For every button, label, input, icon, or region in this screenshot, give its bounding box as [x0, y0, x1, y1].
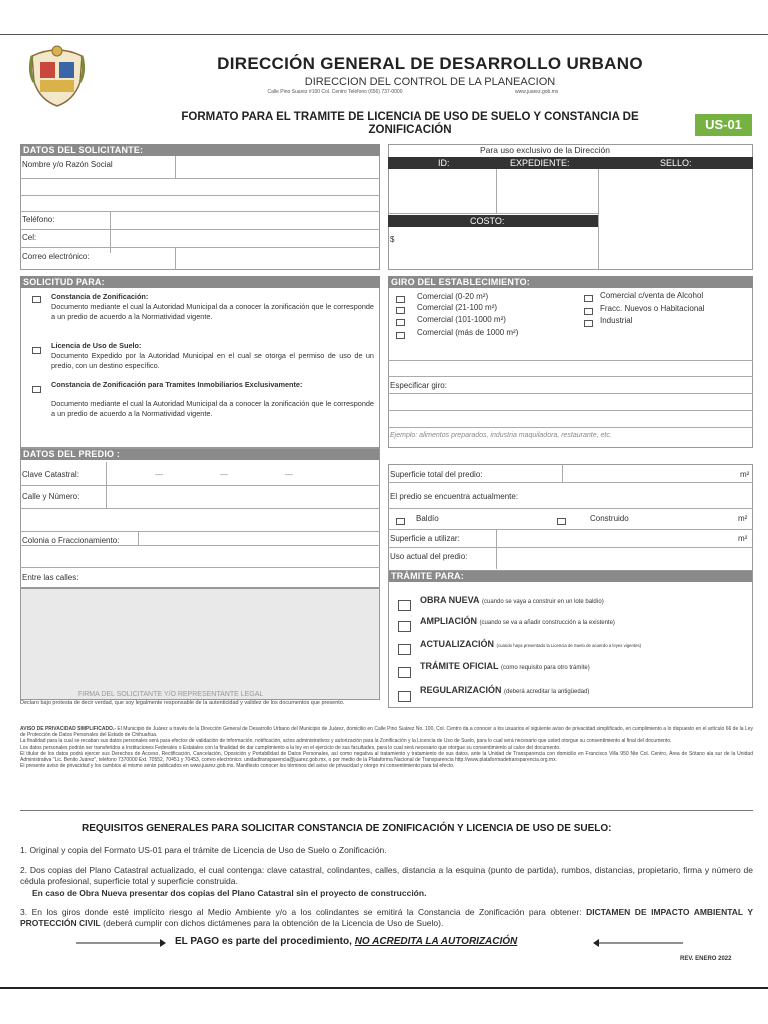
declaro-text: Declaro bajo protesta de decir verdad, que soy legalmente responsable de la autenticidad y validez de los documentos que presento. — [20, 700, 345, 706]
giro-checkbox[interactable] — [584, 295, 593, 302]
correo-divider — [175, 247, 176, 270]
zonificacion-checkbox[interactable] — [32, 296, 41, 303]
row-line — [388, 360, 753, 361]
giro-heading: GIRO DEL ESTABLECIMIENTO: — [388, 276, 753, 288]
agency-website: www.juarez.gob.mx — [515, 89, 559, 95]
predio-heading: DATOS DEL PREDIO : — [20, 448, 380, 460]
giro-option: Comercial (más de 1000 m²) — [417, 328, 519, 337]
form-page — [20, 40, 753, 970]
row-line — [388, 410, 753, 411]
privacy-p5: El presente aviso de privacidad y los cambios al mismo serán publicados en www.juarez.gob.mx. Manifiesto conocer los términos del aviso de privacidad y otorgo mi consentimiento para tal efecto. — [20, 763, 455, 770]
sup-divider — [562, 464, 563, 482]
tramite-option-note: (cuando se va a añadir construcción a la existente) — [479, 620, 615, 626]
row-line — [20, 195, 380, 196]
construido-checkbox[interactable] — [557, 518, 566, 525]
tramite-option-title: TRÁMITE OFICIAL — [420, 661, 499, 671]
giro-option: Comercial (101-1000 m²) — [417, 315, 506, 324]
row-line — [20, 485, 380, 486]
ampliacion-checkbox[interactable] — [398, 621, 411, 632]
expediente-label: EXPEDIENTE: — [510, 158, 570, 168]
encuentra-label: El predio se encuentra actualmente: — [390, 492, 519, 501]
row-line — [20, 229, 380, 230]
solicitud-item-desc: Documento mediante el cual la Autoridad Municipal da a conocer la zonificación que le corresponde a un predio de acuerdo a la Normatividad vigente. — [51, 302, 374, 321]
tramite-option — [420, 616, 615, 626]
form-code-badge: US-01 — [695, 114, 752, 136]
agency-subtitle: DIRECCION DEL CONTROL DE LA PLANEACION — [304, 76, 556, 88]
row-line — [388, 529, 753, 530]
requisitos-title: REQUISITOS GENERALES PARA SOLICITAR CONSTANCIA DE ZONIFICACIÓN Y LICENCIA DE USO DE SUELO: — [82, 823, 612, 834]
colonia-label: Colonia o Fraccionamiento: — [22, 536, 120, 545]
giro-checkbox[interactable] — [396, 332, 405, 339]
row-line — [388, 213, 598, 214]
row-line — [20, 508, 380, 509]
requisito-2: 2. Dos copias del Plano Catastral actualizado, el cual contenga: clave catastral, colindantes, calles, distancia a la esquina (punto de partida), rumbos, distancias, propietario, firma y número de cédula profesional, superficie total y superficie construida. — [20, 865, 753, 886]
tramite-option-title: ACTUALIZACIÓN — [420, 639, 494, 649]
tramite-heading: TRÁMITE PARA: — [388, 570, 753, 582]
privacy-rule — [20, 810, 753, 811]
giro-checkbox[interactable] — [396, 296, 405, 303]
arrow-left-icon — [593, 939, 683, 947]
baldio-label: Baldío — [416, 514, 439, 523]
id-divider — [496, 169, 497, 213]
tramite-option-note: (cuando se vaya a construir en un lote baldío) — [482, 599, 604, 605]
revision-label: REV. ENERO 2022 — [680, 956, 732, 962]
tramite-option — [420, 639, 641, 649]
privacy-title: AVISO DE PRIVACIDAD SIMPLIFICADO.- — [20, 726, 116, 732]
correo-label: Correo electrónico: — [22, 252, 90, 261]
superficie-utilizar-label: Superficie a utilizar: — [390, 534, 460, 543]
nombre-label: Nombre y/o Razón Social — [22, 160, 113, 169]
signature-area[interactable] — [20, 588, 380, 700]
giro-checkbox[interactable] — [396, 319, 405, 326]
tramite-option — [420, 661, 590, 671]
clave-dash: — — [285, 470, 293, 479]
form-title: FORMATO PARA EL TRAMITE DE LICENCIA DE USO DE SUELO Y CONSTANCIA DE ZONIFICACIÓN — [181, 111, 639, 136]
firma-label: FIRMA DEL SOLICITANTE Y/O REPRESENTANTE LEGAL — [78, 691, 264, 698]
direccion-heading: Para uso exclusivo de la Dirección — [480, 145, 610, 155]
requisito-1: 1. Original y copia del Formato US-01 para el trámite de Licencia de Uso de Suelo o Zonificación. — [20, 845, 387, 855]
superficie-total-label: Superficie total del predio: — [390, 470, 483, 479]
pago-note — [175, 936, 517, 947]
privacy-p1: El Municipio de Juárez a través de la Dirección General de Desarrollo Urbano del Municipio de Juárez, domicilio en Calle Pino Suárez No. 100, Col. Centro da a conocer a los usuarios el siguiente aviso de privacidad simplificado, en cumplimiento a lo dispuesto en el artículo 66 de la Ley de Protección de Datos Personales del Estado de Chihuahua. — [20, 726, 753, 739]
util-divider — [496, 529, 497, 569]
solicitud-item-desc: Documento Expedido por la Autoridad Municipal en el cual se otorga el permiso de uso de un predio, con un destino específico. — [51, 351, 374, 370]
agency-address: Calle Pino Suarez #100 Col. Centro Teléfono (656) 737-0000 — [267, 89, 403, 95]
clave-label: Clave Catastral: — [22, 470, 79, 479]
tramite-option — [420, 685, 589, 695]
row-line — [388, 376, 753, 377]
privacy-p3: Los datos personales podrán ser transferidos a Instituciones Federales o Estatales con la finalidad de dar cumplimiento a la ley en el ejercicio de sus facultades, para lo cual será necesario que otorgue su consentimiento al calce del documento. — [20, 744, 561, 751]
clave-dash: — — [155, 470, 163, 479]
inmobiliarios-checkbox[interactable] — [32, 386, 41, 393]
cel-label: Cel: — [22, 233, 37, 242]
colonia-divider — [138, 531, 139, 545]
municipal-seal-icon — [24, 42, 90, 108]
requisito-3-bold: DICTAMEN DE IMPACTO AMBIENTAL Y PROTECCIÓN CIVIL — [20, 907, 753, 928]
row-line — [388, 393, 753, 394]
obra-nueva-checkbox[interactable] — [398, 600, 411, 611]
bottom-rule — [0, 987, 768, 989]
giro-checkbox[interactable] — [584, 320, 593, 327]
row-line — [388, 547, 753, 548]
calle-label: Calle y Número: — [22, 492, 80, 501]
top-rule — [0, 34, 768, 35]
entre-label: Entre las calles: — [22, 573, 79, 582]
row-line — [20, 531, 380, 532]
tramite-option — [420, 595, 604, 605]
arrow-right-icon — [76, 939, 166, 947]
row-line — [388, 427, 753, 428]
row-line — [20, 211, 380, 212]
telefono-label: Teléfono: — [22, 215, 55, 224]
row-line — [20, 545, 380, 546]
actualizacion-checkbox[interactable] — [398, 644, 411, 655]
id-label: ID: — [438, 158, 450, 168]
giro-example: Ejemplo: alimentos preparados, industria maquiladora, restaurante, etc. — [390, 432, 612, 439]
especificar-label: Especificar giro: — [390, 381, 447, 390]
requisito-2b: En caso de Obra Nueva presentar dos copias del Plano Catastral sin el proyecto de construcción. — [32, 888, 427, 898]
solicitante-heading: DATOS DEL SOLICITANTE: — [20, 144, 380, 156]
agency-title: DIRECCIÓN GENERAL DE DESARROLLO URBANO — [217, 54, 643, 73]
giro-option: Fracc. Nuevos o Habitacional — [600, 304, 705, 313]
tramite-oficial-checkbox[interactable] — [398, 667, 411, 678]
solicitud-heading: SOLICITUD PARA: — [20, 276, 380, 288]
licencia-checkbox[interactable] — [32, 347, 41, 354]
baldio-checkbox[interactable] — [396, 518, 405, 525]
solicitud-item-title: Constancia de Zonificación: — [51, 292, 149, 301]
requisito-3 — [20, 907, 753, 929]
row-line — [20, 178, 380, 179]
clave-dash: — — [220, 470, 228, 479]
giro-checkbox[interactable] — [584, 308, 593, 315]
tramite-option-title: OBRA NUEVA — [420, 595, 480, 605]
requisito-3-text: 3. En los giros donde esté implícito riesgo al Medio Ambiente y/o a los colindantes se emitirá la Constancia de Zonificación para obtener: — [20, 907, 587, 917]
pago-text: EL PAGO es parte del procedimiento, — [175, 936, 355, 947]
tramite-option-note: (deberá acreditar la antigüedad) — [504, 689, 590, 695]
giro-box — [388, 276, 753, 448]
nombre-divider — [175, 156, 176, 178]
tramite-option-note: (cuando haya presentado la Licencia de Suelo de acuerdo a leyes vigentes) — [496, 643, 642, 648]
row-line — [20, 247, 380, 248]
giro-option: Comercial (21-100 m²) — [417, 303, 498, 312]
solicitud-item-desc: Documento mediante el cual la Autoridad Municipal da a conocer la zonificación que le corresponde a un predio de acuerdo a la Normatividad vigente. — [51, 399, 374, 418]
tramite-option-title: AMPLIACIÓN — [420, 616, 477, 626]
costo-label: COSTO: — [470, 216, 505, 226]
currency-label: $ — [390, 235, 395, 244]
privacy-p4: El titular de los datos podrá ejercer sus Derechos de Acceso, Rectificación, Cancelación, Oposición y Portabilidad de Datos Personales, así como negativa al tratamiento y tratamiento de sus datos, ante la Unidad de Transparencia con domicilio en Francisco Villa 950 Nte Col. Centro, Área de Sótano ala sur de la Unidad Administrativa "Lic. Benito Juárez", teléfono 7370000 Ext. 70552, 70451 y 70453, correo electrónico: unidadtransparencia@juarez.gob.mx, o por medio de la Plataforma Nacional de Transparencia http://www.plataformadetransparencia.org.mx. — [20, 750, 753, 764]
requisito-3-tail: (deberá cumplir con dichos dictámenes para la obtención de la Licencia de Uso de Suelo). — [100, 918, 444, 928]
unit-label: m² — [740, 470, 750, 479]
solicitud-item-title: Licencia de Uso de Suelo: — [51, 341, 142, 350]
pago-emphasis: NO ACREDITA LA AUTORIZACIÓN — [354, 936, 518, 947]
row-line — [388, 508, 753, 509]
exp-divider — [598, 169, 599, 270]
uso-actual-label: Uso actual del predio: — [390, 552, 468, 561]
giro-option: Comercial c/venta de Alcohol — [600, 291, 704, 300]
privacy-notice — [20, 726, 753, 769]
tramite-option-note: (como requisito para otro trámite) — [501, 665, 590, 671]
regularizacion-checkbox[interactable] — [398, 691, 411, 702]
giro-option: Comercial (0-20 m²) — [417, 292, 489, 301]
unit-label: m² — [738, 534, 748, 543]
giro-option: Industrial — [600, 316, 633, 325]
construido-label: Construido — [590, 514, 629, 523]
row-line — [388, 482, 753, 483]
privacy-p2: La finalidad para la cual se recaban sus datos personales será para efectos de validación de información, notificación, actos administrativos y autorización para la Zonificación y la Licencia de Uso de Suelo, para lo cual será necesario que usted otorgue su consentimiento al final del documento. — [20, 738, 672, 745]
giro-checkbox[interactable] — [396, 307, 405, 314]
row-line — [20, 567, 380, 568]
sello-label: SELLO: — [660, 158, 692, 168]
tramite-option-title: REGULARIZACIÓN — [420, 685, 502, 695]
unit-label: m² — [738, 514, 748, 523]
solicitud-item-title: Constancia de Zonificación para Tramites Inmobiliarios Exclusivamente: — [51, 380, 303, 389]
